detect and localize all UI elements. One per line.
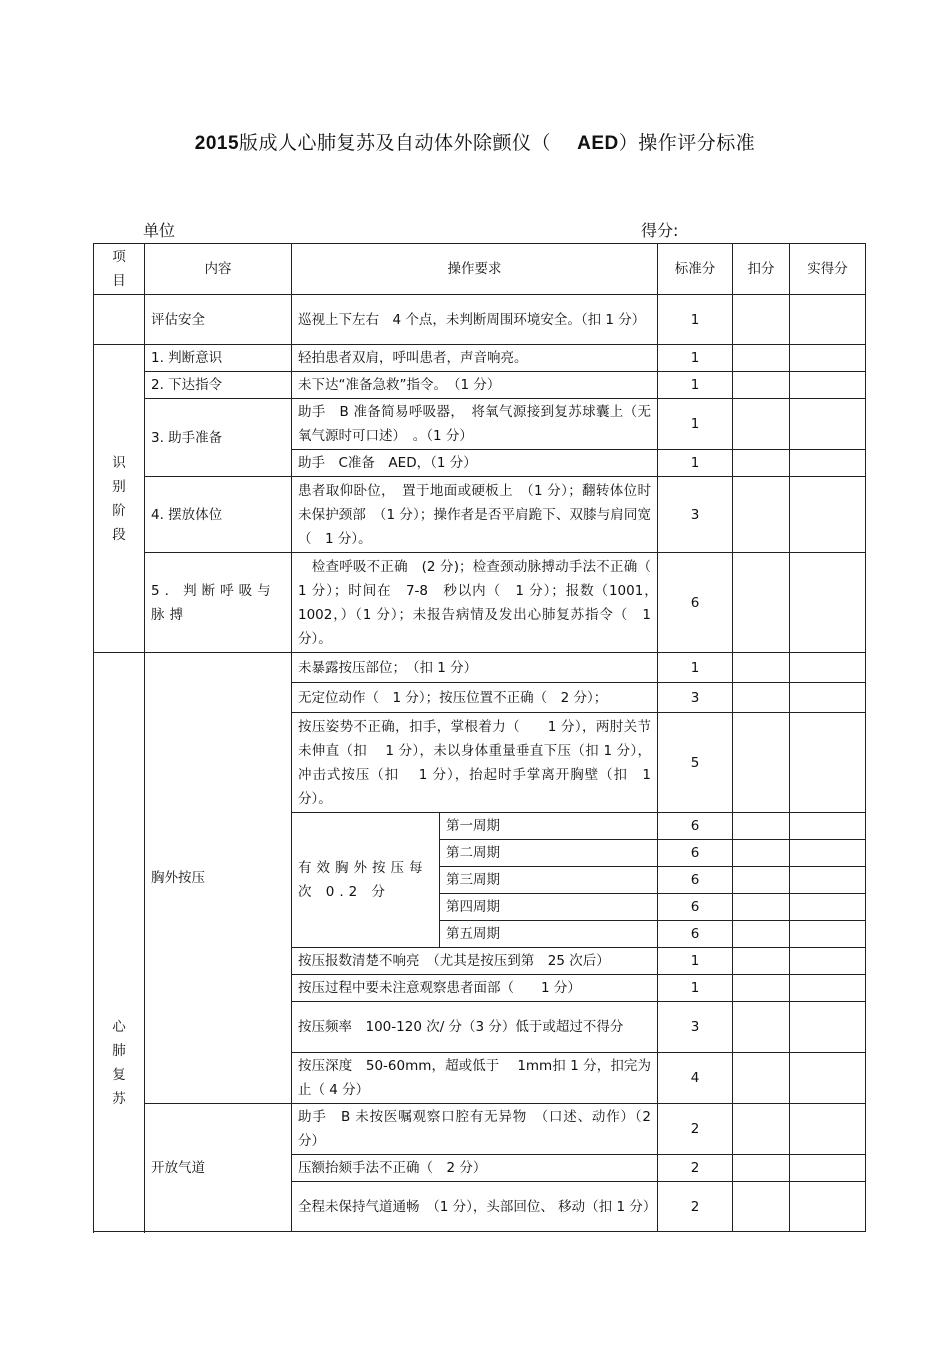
header-item-char: 项 [112, 249, 126, 265]
deduct-cell [733, 399, 790, 450]
content-cell: 评估安全 [145, 295, 292, 345]
requirement-cell: 全程未保持气道通畅 （1 分），头部回位、 移动（扣 1 分） [292, 1182, 658, 1232]
deduct-cell [733, 372, 790, 399]
requirement-cell: 无定位动作（ 1 分）；按压位置不正确（ 2 分）； [292, 683, 658, 713]
cycle-label-cell: 有效胸外按压每次 0.2 分 [292, 813, 440, 948]
content-cell: 开放气道 [145, 1104, 292, 1232]
deduct-cell [733, 1002, 790, 1053]
actual-cell [790, 867, 866, 894]
section-char: 段 [112, 526, 126, 543]
standard-score-cell: 1 [658, 948, 733, 975]
table-row [94, 399, 866, 450]
title-text-post: ）操作评分标准 [618, 132, 756, 154]
section-identify-label [94, 345, 145, 653]
cycle-name-cell: 第四周期 [440, 894, 658, 921]
section-char: 阶 [112, 502, 126, 519]
table-row [94, 345, 866, 372]
actual-cell [790, 948, 866, 975]
standard-score-cell: 3 [658, 1002, 733, 1053]
section-char: 心 [112, 1019, 126, 1035]
content-cell: 4. 摆放体位 [145, 477, 292, 553]
content-cell: 1. 判断意识 [145, 345, 292, 372]
cycle-name-cell: 第五周期 [440, 921, 658, 948]
section-cpr-label [94, 653, 145, 1232]
table-row [94, 477, 866, 553]
deduct-cell [733, 1182, 790, 1232]
deduct-cell [733, 683, 790, 713]
deduct-cell [733, 450, 790, 477]
requirement-cell: 按压过程中要未注意观察患者面部（ 1 分） [292, 975, 658, 1002]
actual-cell [790, 553, 866, 653]
table-row [94, 372, 866, 399]
section-char: 苏 [112, 1091, 126, 1107]
requirement-cell: 按压频率 100-120 次/ 分（3 分）低于或超过不得分 [292, 1002, 658, 1053]
header-actual: 实得分 [790, 244, 866, 295]
deduct-cell [733, 813, 790, 840]
section-char: 别 [112, 478, 126, 495]
actual-cell [790, 653, 866, 683]
title-aed: AED [577, 133, 619, 154]
actual-cell [790, 1053, 866, 1104]
actual-cell [790, 683, 866, 713]
requirement-cell: 巡视上下左右 4 个点，未判断周围环境安全。（扣 1 分） [292, 295, 658, 345]
requirement-cell: 按压姿势不正确，扣手，掌根着力（ 1 分），两肘关节未伸直（扣 1 分），未以身体重量垂直下压（扣 1 分），冲击式按压（扣 1 分），抬起时手掌离开胸壁（扣 1 分）。 [292, 713, 658, 813]
content-cell: 3. 助手准备 [145, 399, 292, 477]
actual-cell [790, 345, 866, 372]
deduct-cell [733, 553, 790, 653]
deduct-cell [733, 921, 790, 948]
section-char: 肺 [112, 1043, 126, 1059]
actual-cell [790, 1155, 866, 1182]
standard-score-cell: 6 [658, 894, 733, 921]
cycle-name-cell: 第一周期 [440, 813, 658, 840]
deduct-cell [733, 295, 790, 345]
standard-score-cell: 4 [658, 1053, 733, 1104]
deduct-cell [733, 894, 790, 921]
deduct-cell [733, 948, 790, 975]
requirement-cell: 助手 C准备 AED，（1 分） [292, 450, 658, 477]
deduct-cell [733, 840, 790, 867]
requirement-cell: 患者取仰卧位， 置于地面或硬板上 （1 分）；翻转体位时未保护颈部 （1 分）；操作者是否平肩跪下、双膝与肩同宽（ 1 分）。 [292, 477, 658, 553]
standard-score-cell: 5 [658, 713, 733, 813]
title-text-pre: 版成人心肺复苏及自动体外除颤仪（ [239, 132, 552, 154]
requirement-cell: 按压深度 50-60mm，超或低于 1mm扣 1 分，扣完为止（ 4 分） [292, 1053, 658, 1104]
score-label: 得分: [641, 221, 679, 240]
standard-score-cell: 6 [658, 553, 733, 653]
unit-label: 单位 [143, 221, 176, 240]
deduct-cell [733, 345, 790, 372]
header-content: 内容 [145, 244, 292, 295]
requirement-cell: 助手 B 准备简易呼吸器， 将氧气源接到复苏球囊上（无氧气源时可口述） 。（1 分） [292, 399, 658, 450]
deduct-cell [733, 1104, 790, 1155]
actual-cell [790, 1002, 866, 1053]
deduct-cell [733, 1053, 790, 1104]
actual-cell [790, 894, 866, 921]
actual-cell [790, 713, 866, 813]
standard-score-cell: 1 [658, 975, 733, 1002]
standard-score-cell: 6 [658, 867, 733, 894]
table-row [94, 295, 866, 345]
requirement-cell: 检查呼吸不正确 (2 分)；检查颈动脉搏动手法不正确（ 1 分）；时间在 7-8 秒以内（ 1 分）；报数（1001， 1002，）（1 分）；未报告病情及发出心肺复苏指令（ 1 分）。 [292, 553, 658, 653]
standard-score-cell: 2 [658, 1104, 733, 1155]
actual-cell [790, 372, 866, 399]
page-title [0, 128, 950, 155]
requirement-cell: 未下达“准备急救”指令。 （1 分） [292, 372, 658, 399]
content-cell: 5. 判断呼吸与脉搏 [145, 553, 292, 653]
standard-score-cell: 6 [658, 840, 733, 867]
standard-score-cell: 1 [658, 345, 733, 372]
requirement-cell: 轻拍患者双肩，呼叫患者，声音响亮。 [292, 345, 658, 372]
standard-score-cell: 3 [658, 683, 733, 713]
deduct-cell [733, 867, 790, 894]
section-char: 识 [112, 454, 126, 471]
header-item [94, 244, 145, 295]
requirement-cell: 按压报数清楚不响亮 （尤其是按压到第 25 次后） [292, 948, 658, 975]
actual-cell [790, 921, 866, 948]
actual-cell [790, 477, 866, 553]
standard-score-cell: 1 [658, 399, 733, 450]
requirement-cell: 未暴露按压部位； （扣 1 分） [292, 653, 658, 683]
actual-cell [790, 975, 866, 1002]
standard-score-cell: 6 [658, 921, 733, 948]
standard-score-cell: 1 [658, 653, 733, 683]
standard-score-cell: 1 [658, 372, 733, 399]
actual-cell [790, 1104, 866, 1155]
actual-cell [790, 840, 866, 867]
standard-score-cell: 2 [658, 1155, 733, 1182]
deduct-cell [733, 975, 790, 1002]
requirement-cell: 助手 B 未按医嘱观察口腔有无异物 （口述、动作）（2 分） [292, 1104, 658, 1155]
section-char: 复 [112, 1067, 126, 1083]
standard-score-cell: 6 [658, 813, 733, 840]
table-row [94, 553, 866, 653]
standard-score-cell: 2 [658, 1182, 733, 1232]
actual-cell [790, 813, 866, 840]
header-standard: 标准分 [658, 244, 733, 295]
scoring-table [93, 243, 866, 1232]
item-cell-empty [94, 295, 145, 345]
standard-score-cell: 1 [658, 295, 733, 345]
deduct-cell [733, 477, 790, 553]
actual-cell [790, 450, 866, 477]
deduct-cell [733, 713, 790, 813]
actual-cell [790, 295, 866, 345]
content-cell: 2. 下达指令 [145, 372, 292, 399]
requirement-cell: 压额抬颏手法不正确（ 2 分） [292, 1155, 658, 1182]
standard-score-cell: 3 [658, 477, 733, 553]
cycle-name-cell: 第二周期 [440, 840, 658, 867]
cycle-name-cell: 第三周期 [440, 867, 658, 894]
header-requirements: 操作要求 [292, 244, 658, 295]
deduct-cell [733, 1155, 790, 1182]
actual-cell [790, 1182, 866, 1232]
content-cell: 胸外按压 [145, 653, 292, 1104]
header-item-char: 目 [112, 273, 126, 289]
header-deduct: 扣分 [733, 244, 790, 295]
table-row [94, 1104, 866, 1155]
deduct-cell [733, 653, 790, 683]
table-header-row [94, 244, 866, 295]
actual-cell [790, 399, 866, 450]
table-row [94, 653, 866, 683]
standard-score-cell: 1 [658, 450, 733, 477]
title-year: 2015 [194, 133, 240, 154]
